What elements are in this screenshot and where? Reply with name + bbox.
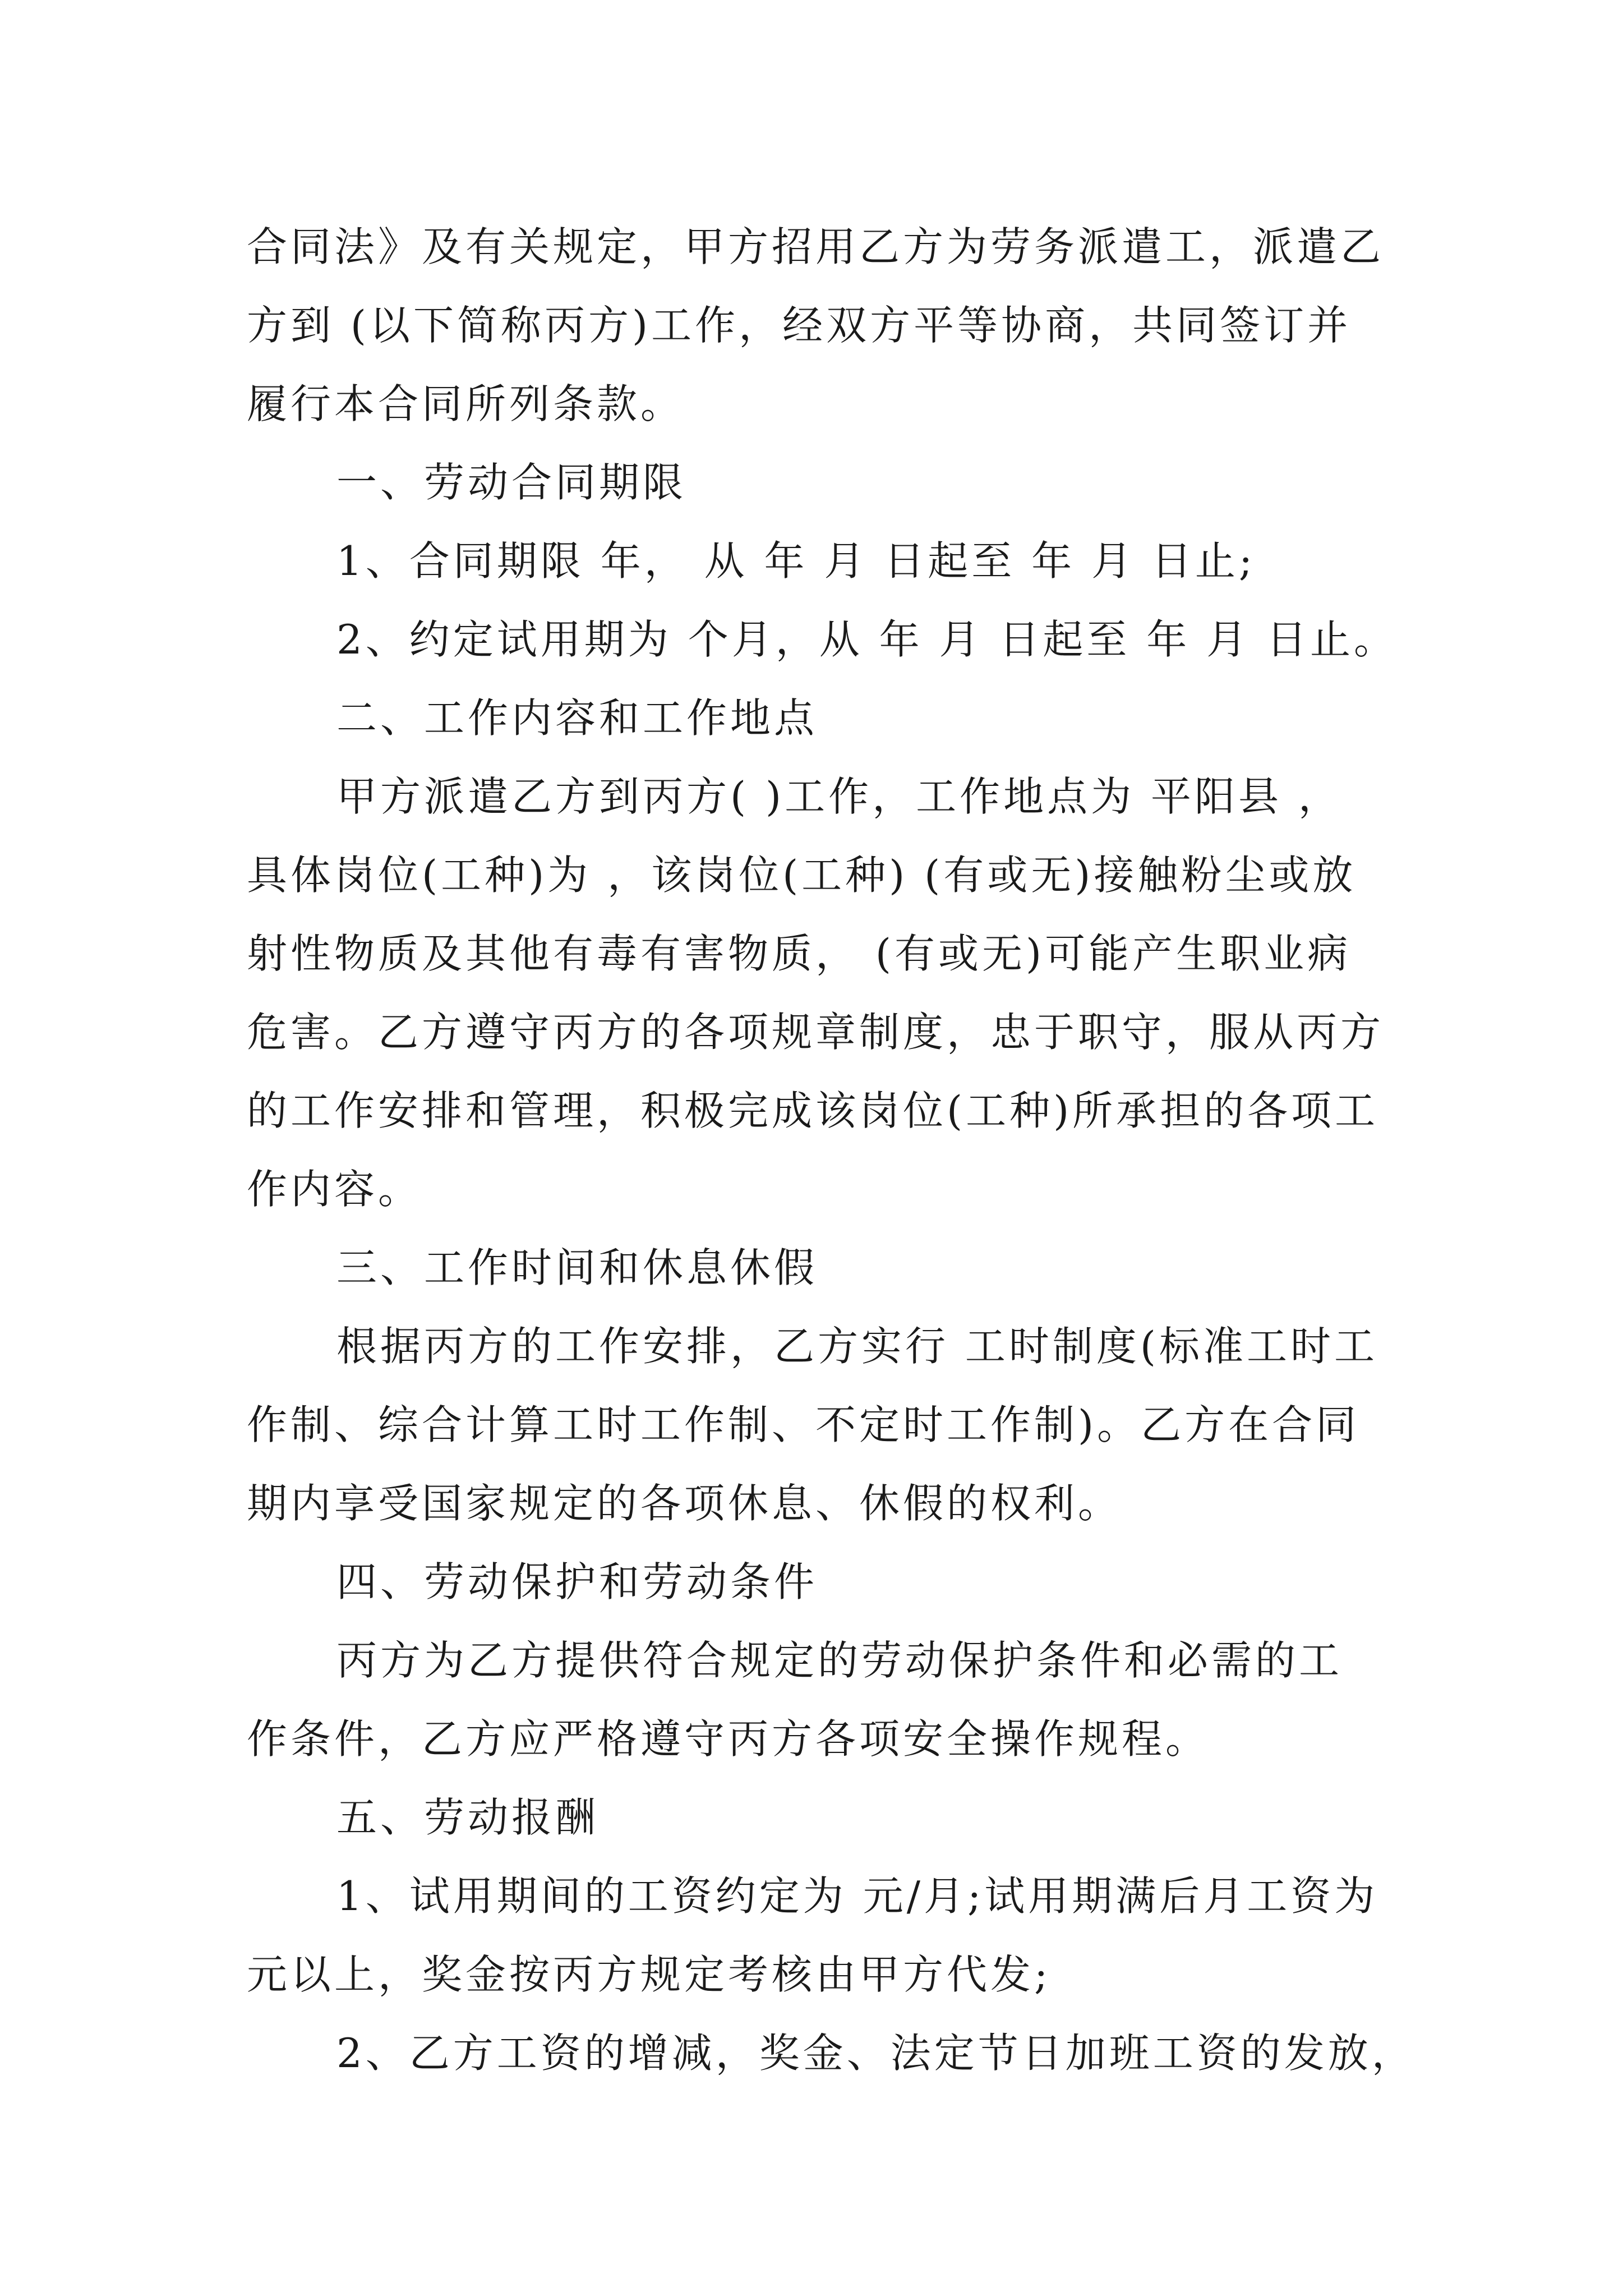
body-line: 1、合同期限 年， 从 年 月 日起至 年 月 日止; bbox=[336, 537, 1256, 585]
body-line: 期内享受国家规定的各项休息、休假的权利。 bbox=[247, 1480, 1122, 1527]
body-line: 危害。乙方遵守丙方的各项规章制度，忠于职守，服从丙方 bbox=[247, 1009, 1385, 1056]
body-line: 2、约定试用期为 个月，从 年 月 日起至 年 月 日止。 bbox=[336, 616, 1398, 663]
section-heading: 一、劳动合同期限 bbox=[336, 459, 687, 506]
body-line: 1、试用期间的工资约定为 元/月;试用期满后月工资为 bbox=[336, 1872, 1378, 1920]
body-line: 作内容。 bbox=[247, 1166, 422, 1213]
body-line: 具体岗位(工种)为 ，该岗位(工种) (有或无)接触粉尘或放 bbox=[247, 852, 1357, 899]
section-heading: 二、工作内容和工作地点 bbox=[336, 694, 818, 742]
body-line: 根据丙方的工作安排，乙方实行 工时制度(标准工时工 bbox=[336, 1323, 1378, 1370]
body-line: 射性物质及其他有毒有害物质， (有或无)可能产生职业病 bbox=[247, 930, 1352, 977]
section-heading: 五、劳动报酬 bbox=[336, 1794, 600, 1841]
body-line: 履行本合同所列条款。 bbox=[247, 380, 685, 427]
section-heading: 三、工作时间和休息休假 bbox=[336, 1244, 818, 1291]
body-line: 丙方为乙方提供符合规定的劳动保护条件和必需的工 bbox=[336, 1637, 1343, 1684]
section-heading: 四、劳动保护和劳动条件 bbox=[336, 1558, 818, 1605]
body-line: 方到 (以下简称丙方)工作，经双方平等协商，共同签订并 bbox=[247, 302, 1352, 349]
body-line: 的工作安排和管理，积极完成该岗位(工种)所承担的各项工 bbox=[247, 1087, 1379, 1134]
body-line: 合同法》及有关规定，甲方招用乙方为劳务派遣工，派遣乙 bbox=[247, 223, 1385, 270]
body-line: 元以上，奖金按丙方规定考核由甲方代发; bbox=[247, 1951, 1052, 1998]
body-line: 甲方派遣乙方到丙方( )工作，工作地点为 平阳县 ， bbox=[336, 773, 1342, 820]
body-line: 作制、综合计算工时工作制、不定时工作制)。乙方在合同 bbox=[247, 1401, 1360, 1448]
body-line: 作条件，乙方应严格遵守丙方各项安全操作规程。 bbox=[247, 1715, 1210, 1763]
body-line: 2、乙方工资的增减，奖金、法定节日加班工资的发放， bbox=[336, 2030, 1415, 2077]
